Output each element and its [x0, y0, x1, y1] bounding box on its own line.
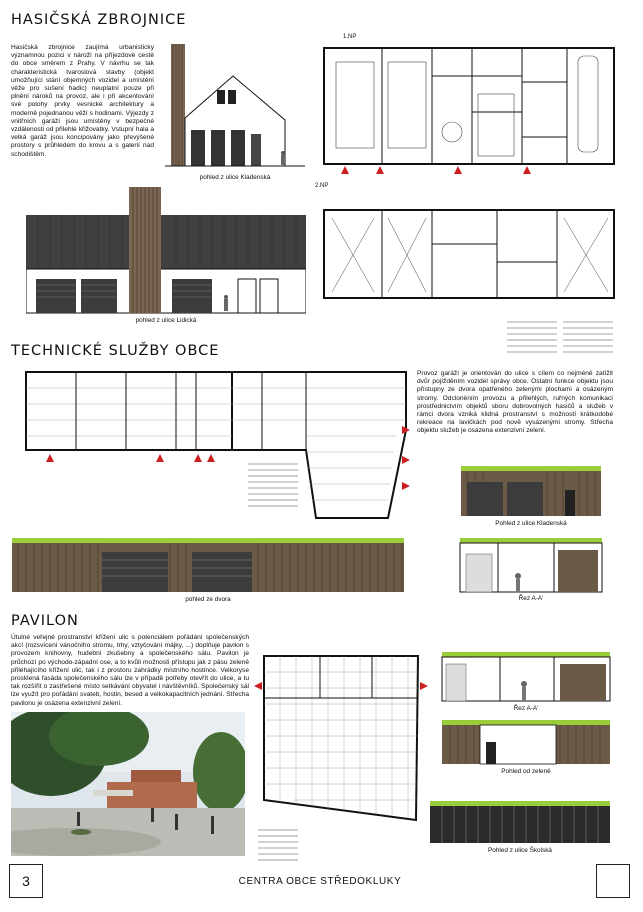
caption-pavilion-greenery: Pohled od zeleně: [501, 768, 551, 775]
stamp-box: [596, 864, 630, 898]
pavilion-paragraph: Útulné veřejné prostranství křížení ulic s potenciálem pořádání společenských akcí (rozsvícení vánočního stromu, trhy, vztyčování májky, ...) doplňuje pavilon s provozem knihovny, hudební zkušebny a společenského sálu. Pavilon je průchozí po východo-západní ose, a to kvůli možnosti přístupu jak z pásu zeleně přiléhajícího křížení ulic, tak i z prostoru zahrádky místního hostince. Velkoryse prosklená fasáda společenského sálu lze v případě potřeby otevřít do ulice, a tu tak rozšířit o zastřešené místo setkávání obyvatel i návštěvníků. Společenský sál lze využít pro pořádání svateb, hostin, besed a velkokapacitních jednání. Střecha pavilonu je osázena extenzivní zelení.: [11, 634, 249, 707]
caption-pavilion-skolska: Pohled z ulice Školská: [488, 847, 552, 854]
pavilion-floor-plan: [254, 650, 428, 862]
technical-services-floor-plan: [16, 368, 412, 520]
pavilion-elevation-greenery: [440, 718, 612, 766]
pavilion-section-aa: [440, 650, 612, 704]
fire-station-room-legend: [505, 318, 615, 354]
fire-station-floor-plan-2np: [322, 192, 618, 304]
project-title: CENTRA OBCE STŘEDOKLUKY: [238, 876, 402, 887]
technical-services-paragraph: Provoz garáží je orientován do ulice s cílem co nejméně zatížit dvůr pojížděním vozidel správy obce. Ostatní funkce objektu jsou přístupny ze dvora opatřeného zelenými plochami a osázeným stromy. Odcloněním provozu a přilehlých, ruřných komunikací prostřednictvím objektů sboru dobrovolných hasičů a služeb v rámci dvora vzniká klidná prostranství s možností krátkodobé rekreace na lavičkách pod nově vysázenými stromy. Střecha objektu služeb je osázena extenzivní zelení.: [417, 370, 613, 435]
plan-2np-label: 2.NP: [315, 183, 329, 189]
pavilion-title: PAVILON: [11, 613, 79, 629]
technical-services-section-aa: [458, 536, 604, 594]
pavilion-elevation-skolska: [428, 799, 612, 845]
pavilion-rendering-image: [11, 712, 245, 856]
fire-station-floor-plan-1np: [322, 42, 618, 188]
page-number-box: [9, 864, 43, 898]
fire-station-paragraph: Hasičská zbrojnice zaujímá urbanisticky významnou pozici v nároží na příjezdové cestě do obce směrem z Prahy. V návrhu se tak charakteristická tvaroslová stavby (objekt umožňující stání objemných vozidel a umístění věže pro sušení hadic) neuplatní pouze při plnění nároků na provoz, ale i při akcentování své polohy prvky vesnické architektury a moderně pojednanou věží s hodinami. Výjezdy z vnitřních garáží jsou umístěny v bezpečné vzdálenosti od přilehlé křižovatky. Vstupní hala a velká garáž jsou koncipovány jako převýšené prostory s průhledem do krovu a s galerií nad schodištěm.: [11, 44, 154, 158]
technical-services-title: TECHNICKÉ SLUŽBY OBCE: [11, 343, 220, 359]
fire-station-elevation-kladenska: [165, 40, 305, 172]
caption-technical-services-section: Řez A-A': [518, 595, 544, 602]
caption-pavilion-section: Řez A-A': [513, 705, 539, 712]
fire-station-title: HASIČSKÁ ZBROJNICE: [11, 12, 187, 28]
technical-services-elevation-courtyard: [12, 534, 404, 594]
fire-station-elevation-lidicka: [26, 185, 306, 317]
caption-technical-services-courtyard: pohled ze dvora: [185, 596, 231, 603]
plan-1np-label: 1.NP: [343, 34, 357, 40]
caption-fire-station-lidicka: pohled z ulice Lidická: [135, 317, 197, 324]
caption-technical-services-kladenska: Pohled z ulice Kladenská: [495, 520, 567, 527]
caption-fire-station-kladenska: pohled z ulice Kladenská: [199, 174, 271, 181]
page-number: 3: [22, 873, 30, 889]
technical-services-elevation-kladenska: [459, 462, 603, 518]
